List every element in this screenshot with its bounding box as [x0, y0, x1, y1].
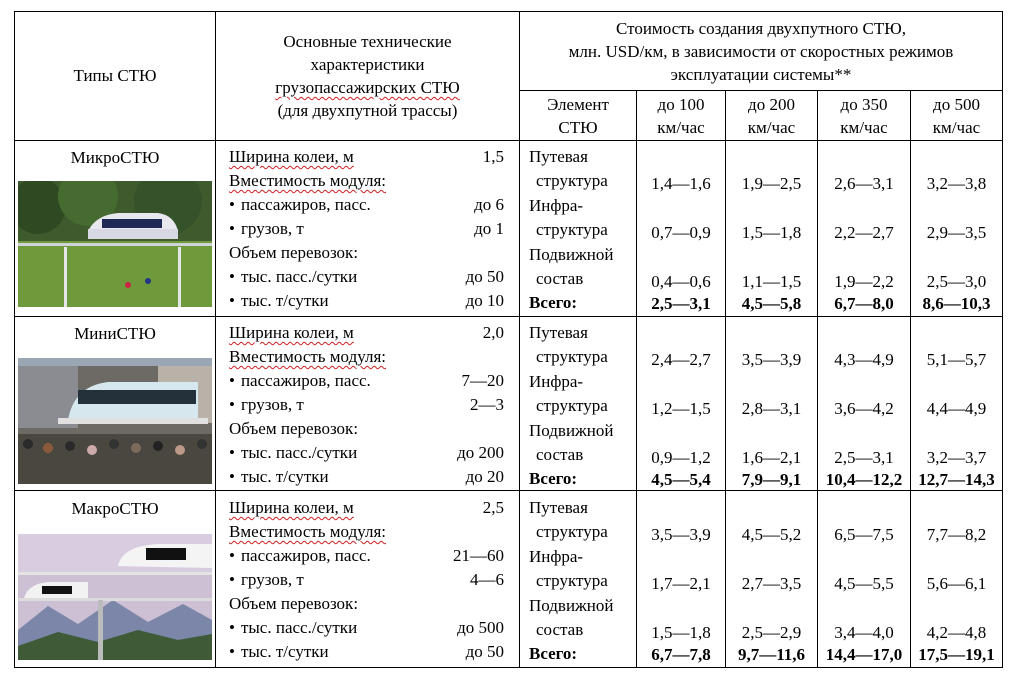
spec-value: 7—20: [461, 371, 504, 390]
spec-label: [229, 419, 358, 439]
cost-cell: 6,5—7,5: [834, 525, 894, 544]
element-label: состав: [536, 445, 584, 464]
spec-label-text: тыс. пасс./сутки: [240, 618, 358, 637]
header-cost-line-1: [520, 19, 1002, 39]
cost-cell: 1,4—1,6: [651, 174, 711, 193]
element-label: структура: [536, 396, 608, 415]
element-label-total: Всего:: [529, 469, 578, 488]
system-name: МакроСТЮ: [71, 499, 159, 518]
spec-value: до 500: [457, 618, 504, 637]
spec-value: 21—60: [453, 546, 504, 565]
spec-label-text: тыс. пасс./сутки: [240, 267, 358, 286]
mini-photo: [18, 358, 212, 484]
cost-cell: 1,1—1,5: [741, 272, 802, 291]
cost-cell: 17,5—19,1: [918, 645, 995, 664]
header-element-line-1: Элемент: [547, 95, 609, 114]
spec-value: 4—6: [470, 570, 504, 589]
spec-value: до 10: [465, 291, 504, 310]
header-specs-line-4: (для двухпутной трассы): [277, 101, 458, 120]
spec-label-text: Вместимость модуля:: [229, 171, 386, 190]
spec-value: до 1: [474, 219, 504, 238]
spec-label-text: Ширина колеи, м: [229, 323, 354, 342]
cost-cell: 1,5—1,8: [741, 223, 802, 242]
header-specs-line-3-text: грузопассажирских СТЮ: [275, 78, 460, 97]
spec-label-text: тыс. т/сутки: [240, 467, 329, 486]
spec-label: [229, 546, 371, 566]
cost-cell: 2,8—3,1: [741, 399, 802, 418]
element-label: Подвижной: [529, 245, 614, 264]
header-cost-line-3: [520, 65, 1002, 85]
spec-label: [229, 443, 357, 463]
element-label: Путевая: [529, 498, 588, 517]
element-label: Подвижной: [529, 596, 614, 615]
element-label: структура: [536, 571, 608, 590]
cost-cell: 3,4—4,0: [834, 623, 894, 642]
spec-label-text: тыс. пасс./сутки: [240, 443, 358, 462]
element-label-total: Всего:: [529, 644, 578, 663]
element-label: Инфра-: [529, 372, 584, 391]
cost-cell: 3,5—3,9: [741, 350, 802, 369]
cost-cell: 2,9—3,5: [926, 223, 987, 242]
spec-label: [229, 498, 354, 518]
micro-photo-image: [18, 181, 212, 307]
cost-cell: 4,2—4,8: [926, 623, 987, 642]
cost-cell: 0,4—0,6: [651, 272, 711, 291]
element-label: структура: [536, 347, 608, 366]
cost-cell: 2,6—3,1: [834, 174, 894, 193]
spec-value: до 6: [474, 195, 504, 214]
cost-cell: 5,6—6,1: [926, 574, 987, 593]
cost-cell: 14,4—17,0: [825, 645, 903, 664]
spec-label: [229, 219, 304, 239]
spec-value: до 50: [465, 267, 504, 286]
header-types: Типы СТЮ: [73, 66, 157, 85]
header-specs-line-3: [216, 78, 519, 98]
cost-cell: 3,5—3,9: [651, 525, 711, 544]
spec-label-text: пассажиров, пасс.: [240, 195, 371, 214]
spec-label: [229, 195, 371, 215]
element-label: структура: [536, 522, 608, 541]
spec-label: [229, 171, 386, 191]
spec-label: [229, 147, 354, 167]
header-speed-100-a: до 100: [657, 95, 705, 114]
header-cost-line-3-text: эксплуатации системы**: [670, 65, 852, 84]
spec-label: [229, 594, 358, 614]
cost-cell: 4,5—5,8: [741, 294, 802, 313]
cost-cell: 1,6—2,1: [741, 448, 802, 467]
cost-cell: 3,6—4,2: [834, 399, 894, 418]
cost-cell: 1,2—1,5: [651, 399, 711, 418]
cost-cell: 6,7—7,8: [651, 645, 711, 664]
spec-label-text: грузов, т: [240, 570, 304, 589]
mini-photo-image: [18, 358, 212, 484]
cost-cell: 4,3—4,9: [834, 350, 894, 369]
spec-label-text: Ширина колеи, м: [229, 147, 354, 166]
element-label: состав: [536, 620, 584, 639]
element-label: состав: [536, 269, 584, 288]
cost-cell: 8,6—10,3: [922, 294, 991, 313]
macro-photo: [18, 534, 212, 660]
cost-cell: 0,7—0,9: [651, 223, 711, 242]
element-label-total: Всего:: [529, 293, 578, 312]
macro-photo-image: [18, 534, 212, 660]
spec-label: [229, 570, 304, 590]
spec-label: [229, 642, 329, 662]
spec-label: [229, 291, 329, 311]
element-label: Путевая: [529, 147, 588, 166]
element-label: Путевая: [529, 323, 588, 342]
spec-value: до 50: [465, 642, 504, 661]
cost-cell: 4,5—5,4: [651, 470, 711, 489]
spec-label-text: грузов, т: [240, 219, 304, 238]
spec-label: [229, 323, 354, 343]
spec-label-text: Вместимость модуля:: [229, 347, 386, 366]
spec-label: [229, 618, 357, 638]
element-label: Инфра-: [529, 196, 584, 215]
cost-cell: 2,2—2,7: [834, 223, 894, 242]
spec-label: [229, 347, 386, 367]
element-label: структура: [536, 171, 608, 190]
header-specs-line-1: Основные технические: [283, 32, 452, 51]
spec-value: до 20: [465, 467, 504, 486]
spec-label: [229, 467, 329, 487]
cost-cell: 2,5—3,1: [834, 448, 894, 467]
header-speed-200-a: до 200: [748, 95, 795, 114]
header-element-line-2: СТЮ: [558, 118, 598, 137]
cost-cell: 7,9—9,1: [741, 470, 802, 489]
spec-label: [229, 267, 357, 287]
cost-cell: 1,9—2,2: [834, 272, 894, 291]
cost-cell: 2,5—2,9: [741, 623, 802, 642]
element-label: структура: [536, 220, 608, 239]
spec-value: до 200: [457, 443, 504, 462]
cost-cell: 1,9—2,5: [741, 174, 802, 193]
cost-cell: 9,7—11,6: [737, 645, 806, 664]
cost-cell: 1,7—2,1: [651, 574, 711, 593]
spec-label-text: Ширина колеи, м: [229, 498, 354, 517]
cost-cell: 1,5—1,8: [651, 623, 711, 642]
header-specs-line-2: характеристики: [310, 55, 425, 74]
header-cost-line-2: млн. USD/км, в зависимости от скоростных режимов: [568, 42, 954, 61]
spec-label: [229, 522, 386, 542]
element-label: Подвижной: [529, 421, 614, 440]
header-speed-500-a: до 500: [933, 95, 980, 114]
cost-cell: 2,4—2,7: [651, 350, 711, 369]
cost-cell: 2,7—3,5: [741, 574, 802, 593]
cost-cell: 2,5—3,1: [651, 294, 711, 313]
cost-cell: 3,2—3,7: [926, 448, 987, 467]
spec-label-text: тыс. т/сутки: [240, 642, 329, 661]
spec-label-text: пассажиров, пасс.: [240, 371, 371, 390]
cost-cell: 10,4—12,2: [825, 470, 903, 489]
cost-cell: 12,7—14,3: [918, 470, 995, 489]
header-speed-100-b: км/час: [657, 118, 705, 137]
cost-cell: 4,4—4,9: [926, 399, 987, 418]
spec-label: [229, 395, 304, 415]
cost-cell: 3,2—3,8: [926, 174, 987, 193]
spec-value: 2—3: [470, 395, 504, 414]
micro-photo: [18, 181, 212, 307]
spec-value: 1,5: [482, 147, 504, 166]
spec-label: [229, 371, 371, 391]
header-speed-350-a: до 350: [840, 95, 888, 114]
spec-label-text: пассажиров, пасс.: [240, 546, 371, 565]
spec-value: 2,0: [482, 323, 504, 342]
cost-cell: 4,5—5,2: [741, 525, 802, 544]
cost-cell: 4,5—5,5: [834, 574, 894, 593]
cost-cell: 0,9—1,2: [651, 448, 711, 467]
system-name: МикроСТЮ: [70, 148, 160, 167]
cost-cell: 2,5—3,0: [926, 272, 987, 291]
cost-cell: 7,7—8,2: [926, 525, 987, 544]
header-cost-line-1-text: Стоимость создания двухпутного СТЮ,: [616, 19, 906, 38]
cost-cell: 5,1—5,7: [926, 350, 987, 369]
cost-cell: 6,7—8,0: [834, 294, 894, 313]
spec-label-text: Объем перевозок:: [229, 243, 359, 262]
header-speed-500-b: км/час: [932, 118, 981, 137]
system-name: МиниСТЮ: [74, 324, 156, 343]
header-speed-350-b: км/час: [840, 118, 888, 137]
spec-label-text: грузов, т: [240, 395, 304, 414]
spec-label: [229, 243, 358, 263]
spec-label-text: Вместимость модуля:: [229, 522, 386, 541]
spec-label-text: тыс. т/сутки: [240, 291, 329, 310]
spec-label-text: Объем перевозок:: [229, 419, 359, 438]
element-label: Инфра-: [529, 547, 584, 566]
spec-label-text: Объем перевозок:: [229, 594, 359, 613]
header-speed-200-b: км/час: [747, 118, 796, 137]
spec-value: 2,5: [482, 498, 504, 517]
